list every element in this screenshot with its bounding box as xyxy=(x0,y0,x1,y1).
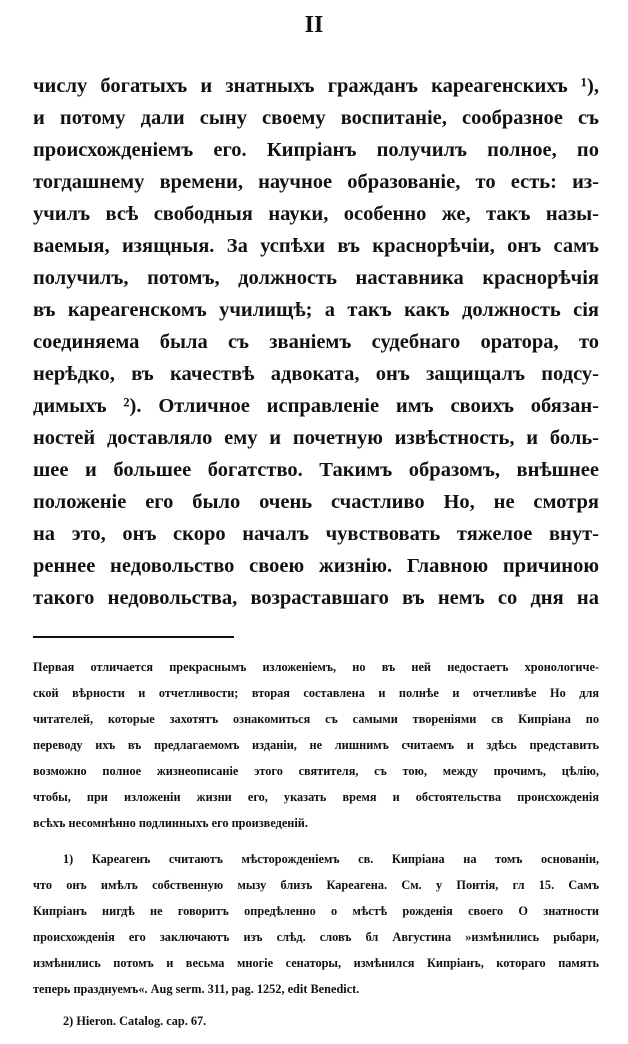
text-line: нерѣдко, въ качествѣ адвоката, онъ защищалъ подсу- xyxy=(33,363,599,385)
text-line: соединяема была съ званiемъ судебнаго оратора, то xyxy=(33,331,599,353)
text-line: возможно полное жизнеописанiе этого святителя, съ тою, между прочимъ, цѣлiю, xyxy=(33,764,599,778)
text-line: такого недовольства, возраставшаго въ немъ со дня на xyxy=(33,587,599,609)
text-line: ской вѣрности и отчетливости; вторая составлена и полнѣе и отчетливѣе Но для xyxy=(33,686,599,700)
text-line: въ кареагенскомъ училищѣ; а такъ какъ должность сiя xyxy=(33,299,599,321)
text-line: получилъ, потомъ, должность наставника краснорѣчiя xyxy=(33,267,599,289)
text-line: тогдашнему времени, научное образованiе, то есть: из- xyxy=(33,171,599,193)
text-line: 1) Кареагенъ считаютъ мѣсторожденiемъ св. Кипрiана на томъ основанiи, xyxy=(63,852,599,866)
text-line: шее и большее богатство. Такимъ образомъ, внѣшнее xyxy=(33,459,599,481)
text-line: переводу ихъ въ предлагаемомъ изданiи, не лишнимъ считаемъ и здѣсь представить xyxy=(33,738,599,752)
footnote-1 xyxy=(33,846,599,1002)
footnote-2 xyxy=(33,1008,599,1034)
text-line: происхожденiя его заключаютъ изъ слѣд. словъ бл Августина »измѣнились рыбари, xyxy=(33,930,599,944)
text-line: Кипрiанъ нигдѣ не говоритъ опредѣленно о мѣстѣ рожденiя своего О знатности xyxy=(33,904,599,918)
text-line: училъ всѣ свободныя науки, особенно же, такъ назы- xyxy=(33,203,599,225)
footnote-continued xyxy=(33,654,599,836)
text-line: теперь празднуемъ«. Aug serm. 311, pag. 1252, edit Benedict. xyxy=(33,982,360,996)
text-line: димыхъ ²). Отличное исправленiе имъ своихъ обязан- xyxy=(33,395,599,417)
text-line: читателей, которые захотятъ ознакомиться съ самыми творенiями св Кипрiана по xyxy=(33,712,599,726)
text-line: ностей доставляло ему и почетную извѣстность, и боль- xyxy=(33,427,599,449)
text-line: числу богатыхъ и знатныхъ гражданъ кареагенскихъ ¹), xyxy=(33,75,599,97)
text-line: Первая отличается прекраснымъ изложенiемъ, но въ ней недостаетъ хронологиче- xyxy=(33,660,599,674)
text-line: происхожденiемъ его. Кипрiанъ получилъ полное, по xyxy=(33,139,599,161)
footnote-divider xyxy=(33,636,234,638)
main-text xyxy=(33,70,599,614)
text-line: реннее недовольство своею жизнiю. Главною причиною xyxy=(33,555,599,577)
page-number: II xyxy=(304,12,324,38)
text-line: всѣхъ несомнѣнно подлинныхъ его произведенiй. xyxy=(33,816,308,830)
text-line: что онъ имѣлъ собственную мызу близъ Кареагена. См. у Понтiя, гл 15. Самъ xyxy=(33,878,599,892)
text-line: чтобы, при изложенiи жизни его, указать время и обстоятельства происхожденiя xyxy=(33,790,599,804)
text-line: на это, онъ скоро началъ чувствовать тяжелое внут- xyxy=(33,523,599,545)
text-line: положенiе его было очень счастливо Но, не смотря xyxy=(33,491,599,513)
text-line: ваемыя, изящныя. За успѣхи въ краснорѣчiи, онъ самъ xyxy=(33,235,599,257)
text-line: и потому дали сыну своему воспитанiе, сообразное съ xyxy=(33,107,599,129)
footnote-2-text: 2) Hieron. Catalog. cap. 67. xyxy=(63,1014,207,1028)
text-line: измѣнились потомъ и весьма многiе сенаторы, измѣнился Кипрiанъ, котораго память xyxy=(33,956,599,970)
